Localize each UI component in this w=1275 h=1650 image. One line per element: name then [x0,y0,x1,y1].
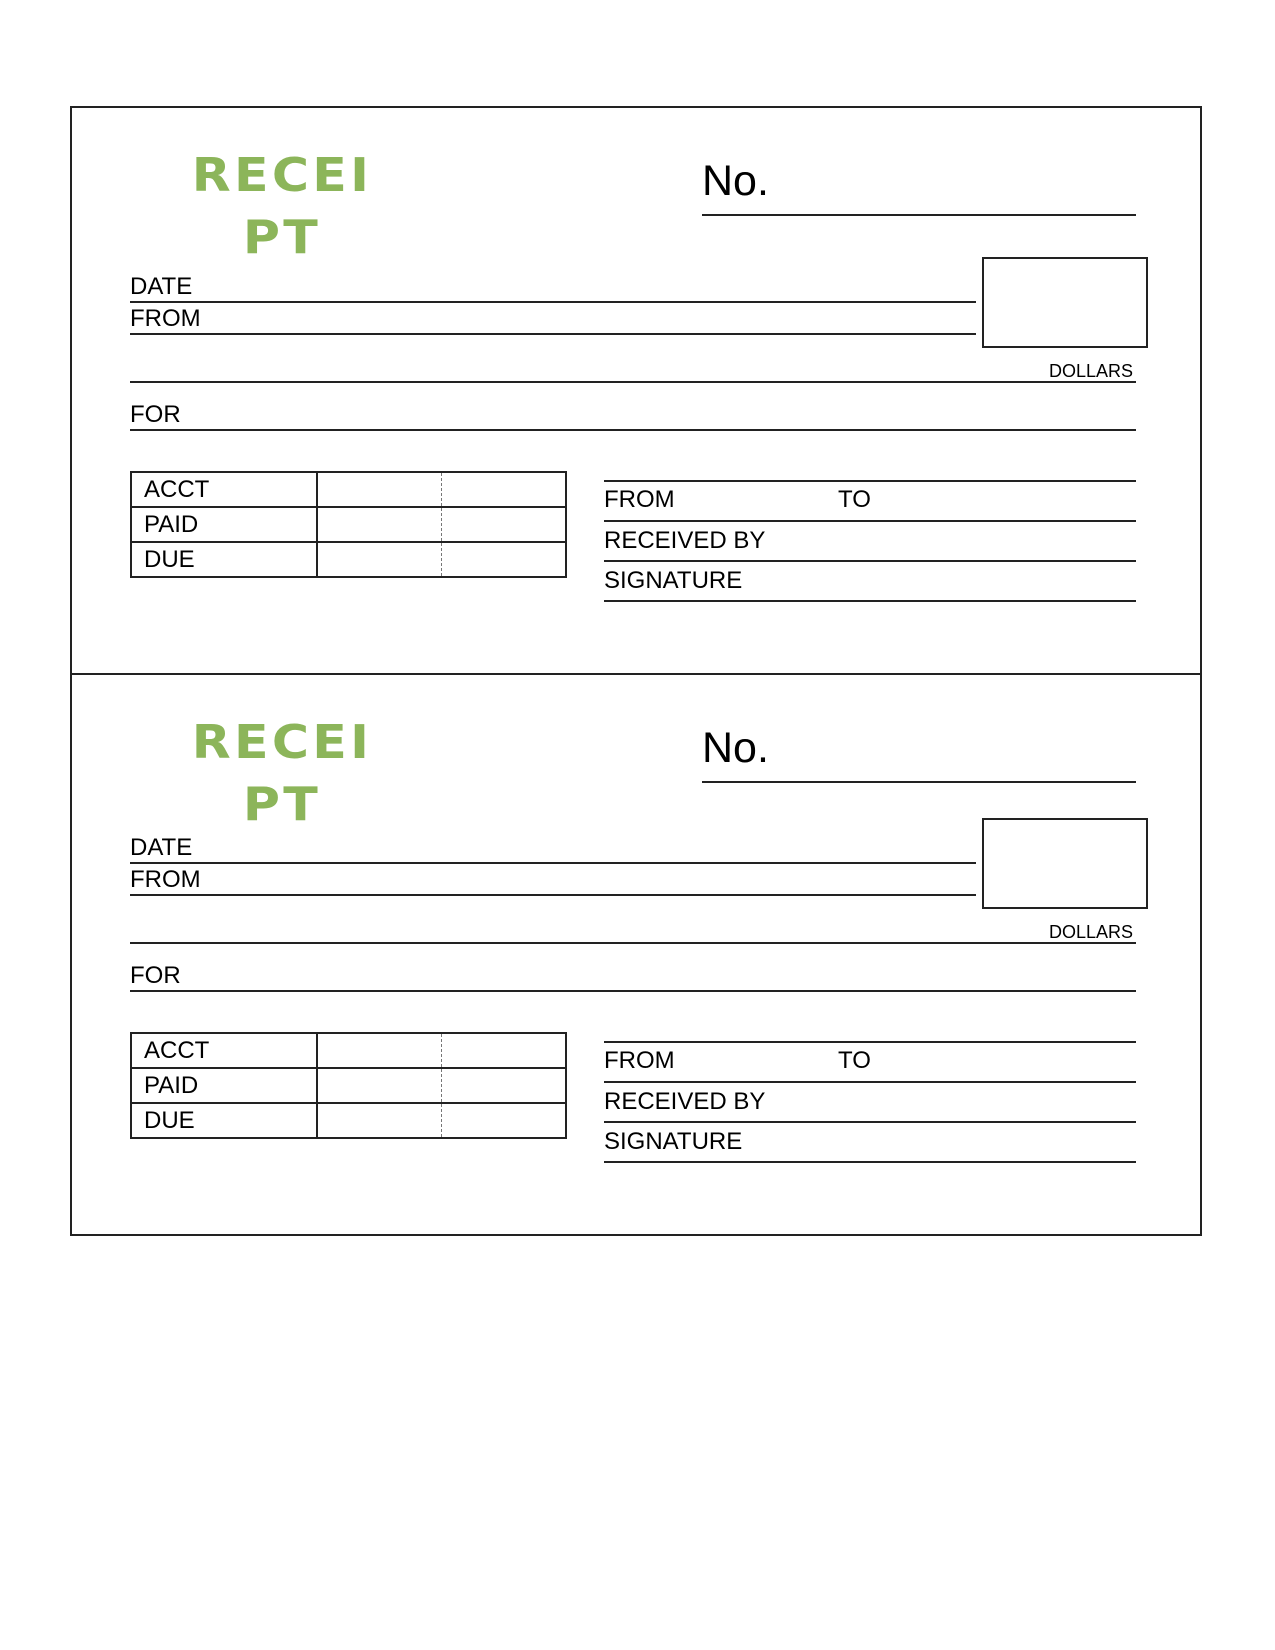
date-label: DATE [130,834,193,861]
due-label: DUE [131,542,317,577]
due-cell-1[interactable] [317,1103,442,1138]
for-label: FOR [130,962,181,989]
table-row [131,472,566,507]
acct-cell-1[interactable] [317,472,442,507]
received-by-field[interactable] [604,560,1136,562]
due-label: DUE [131,1103,317,1138]
receipt-title-line-1: RECEI [191,148,373,202]
due-cell-2[interactable] [442,542,567,577]
period-from-label: FROM [604,486,675,513]
receipt-sheet [70,106,1202,1236]
amount-box[interactable] [982,257,1148,348]
due-cell-2[interactable] [442,1103,567,1138]
acct-cell-2[interactable] [442,1033,567,1068]
for-label: FOR [130,401,181,428]
period-field[interactable] [604,520,1136,522]
received-by-field[interactable] [604,1121,1136,1123]
receipt-2 [72,673,1200,1240]
signature-label: SIGNATURE [604,567,743,594]
paid-cell-2[interactable] [442,507,567,542]
received-by-label: RECEIVED BY [604,1088,766,1115]
table-row [131,542,566,577]
account-table [130,1032,567,1139]
receipt-title-line-2: PT [242,210,322,264]
acct-cell-1[interactable] [317,1033,442,1068]
period-field[interactable] [604,1081,1136,1083]
receipt-number-label: No. [702,157,769,205]
acct-label: ACCT [131,472,317,507]
due-cell-1[interactable] [317,542,442,577]
signature-field[interactable] [604,1161,1136,1163]
dollars-label: DOLLARS [1049,922,1134,942]
for-field[interactable] [130,429,1136,431]
receipt-1 [72,108,1200,673]
for-field[interactable] [130,990,1136,992]
paid-cell-1[interactable] [317,1068,442,1103]
paid-label: PAID [131,507,317,542]
dollars-field[interactable] [130,381,1136,383]
acct-label: ACCT [131,1033,317,1068]
dollars-field[interactable] [130,942,1136,944]
period-top-line [604,480,1136,482]
dollars-label: DOLLARS [1049,361,1134,381]
from-label: FROM [130,305,201,332]
date-label: DATE [130,273,193,300]
date-field[interactable] [130,301,976,303]
table-row [131,1103,566,1138]
period-top-line [604,1041,1136,1043]
received-by-label: RECEIVED BY [604,527,766,554]
from-label: FROM [130,866,201,893]
period-to-label: TO [838,1047,871,1074]
signature-field[interactable] [604,600,1136,602]
receipt-title-line-1: RECEI [191,715,373,769]
period-to-label: TO [838,486,871,513]
acct-cell-2[interactable] [442,472,567,507]
date-field[interactable] [130,862,976,864]
signature-label: SIGNATURE [604,1128,743,1155]
table-row [131,1033,566,1068]
receipt-title-line-2: PT [242,777,322,831]
table-row [131,507,566,542]
paid-label: PAID [131,1068,317,1103]
account-table [130,471,567,578]
receipt-number-field[interactable] [702,781,1136,783]
from-field[interactable] [130,894,976,896]
receipt-number-label: No. [702,724,769,772]
receipt-number-field[interactable] [702,214,1136,216]
amount-box[interactable] [982,818,1148,909]
table-row [131,1068,566,1103]
from-field[interactable] [130,333,976,335]
paid-cell-2[interactable] [442,1068,567,1103]
period-from-label: FROM [604,1047,675,1074]
paid-cell-1[interactable] [317,507,442,542]
